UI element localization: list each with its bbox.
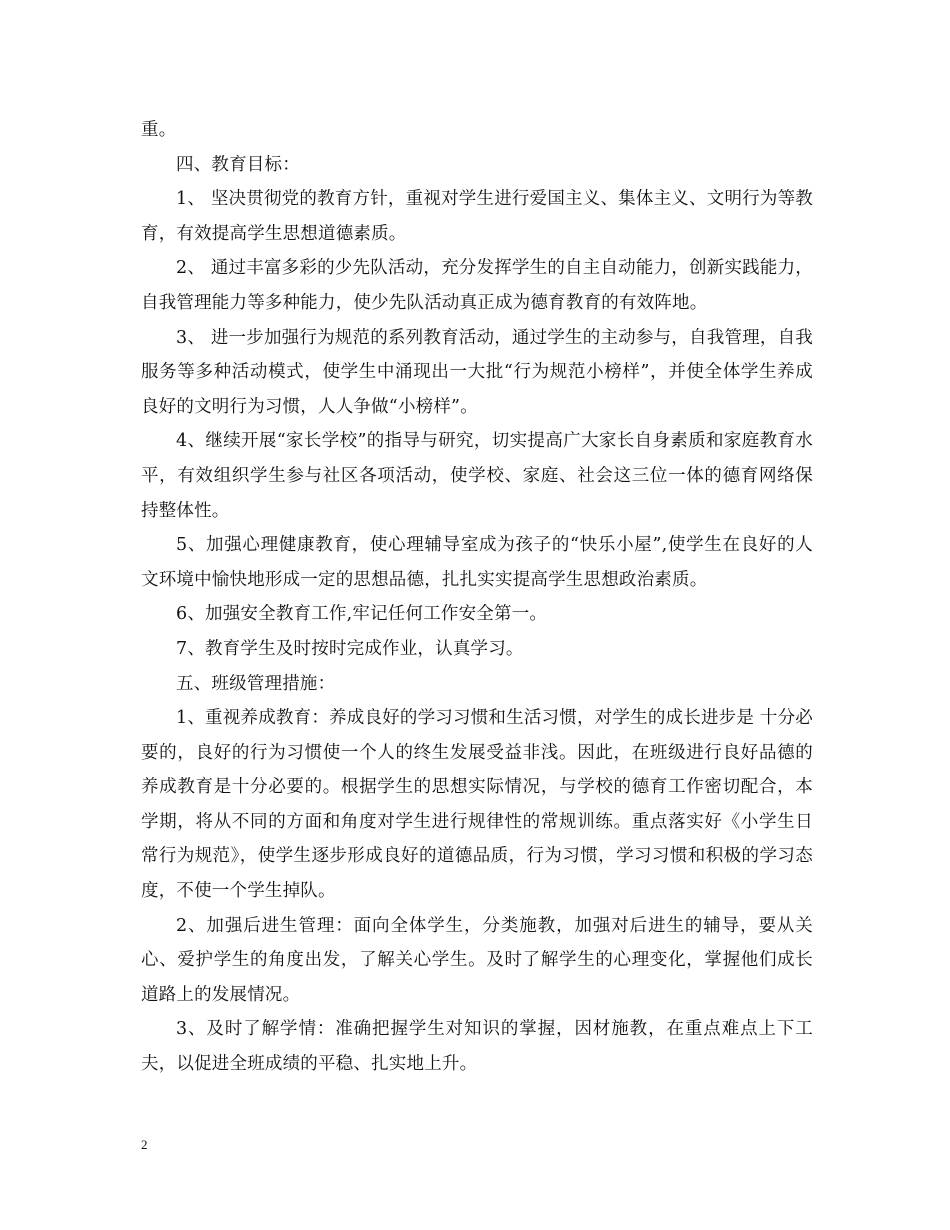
document-body [141, 113, 813, 1082]
paragraph: 重。 [141, 120, 177, 140]
paragraph: 3、 进一步加强行为规范的系列教育活动，通过学生的主动参与，自我管理，自我服务等多种活动模式，使学生中涌现出一大批“行为规范小榜样”，并使全体学生养成良好的文明行为习惯，人人争做“小榜样”。 [141, 327, 813, 417]
paragraph: 1、重视养成教育：养成良好的学习习惯和生活习惯，对学生的成长进步是 十分必要的，良好的行为习惯使一个人的终生发展受益非浅。因此，在班级进行良好品德的养成教育是十分必要的。根据学生的思想实际情况，与学校的德育工作密切配合，本学期，将从不同的方面和角度对学生进行规律性的常规训练。重点落实好《小学生日常行为规范》，使学生逐步形成良好的道德品质，行为习惯，学习习惯和积极的学习态度，不使一个学生掉队。 [141, 708, 813, 902]
paragraph: 4、继续开展“家长学校”的指导与研究，切实提高广大家长自身素质和家庭教育水平，有效组织学生参与社区各项活动，使学校、家庭、社会这三位一体的德育网络保持整体性。 [141, 431, 813, 521]
paragraph: 2、 通过丰富多彩的少先队活动，充分发挥学生的自主自动能力，创新实践能力，自我管理能力等多种能力，使少先队活动真正成为德育教育的有效阵地。 [141, 258, 813, 313]
paragraph: 6、加强安全教育工作,牢记任何工作安全第一。 [176, 604, 548, 625]
page-number: 2 [141, 1137, 148, 1152]
paragraph: 四、教育目标： [176, 154, 300, 175]
paragraph: 7、教育学生及时按时完成作业，认真学习。 [176, 638, 524, 659]
paragraph: 5、加强心理健康教育，使心理辅导室成为孩子的“快乐小屋”,使学生在良好的人文环境中愉快地形成一定的思想品德，扎扎实实提高学生思想政治素质。 [141, 535, 813, 590]
paragraph: 五、班级管理措施： [176, 673, 336, 694]
paragraph: 3、及时了解学情：准确把握学生对知识的掌握，因材施教，在重点难点上下工夫，以促进全班成绩的平稳、扎实地上升。 [141, 1019, 813, 1075]
paragraph: 1、 坚决贯彻党的教育方针，重视对学生进行爱国主义、集体主义、文明行为等教育，有效提高学生思想道德素质。 [141, 189, 813, 244]
paragraph: 2、加强后进生管理：面向全体学生，分类施教，加强对后进生的辅导，要从关心、爱护学生的角度出发，了解关心学生。及时了解学生的心理变化，掌握他们成长道路上的发展情况。 [141, 915, 813, 1005]
